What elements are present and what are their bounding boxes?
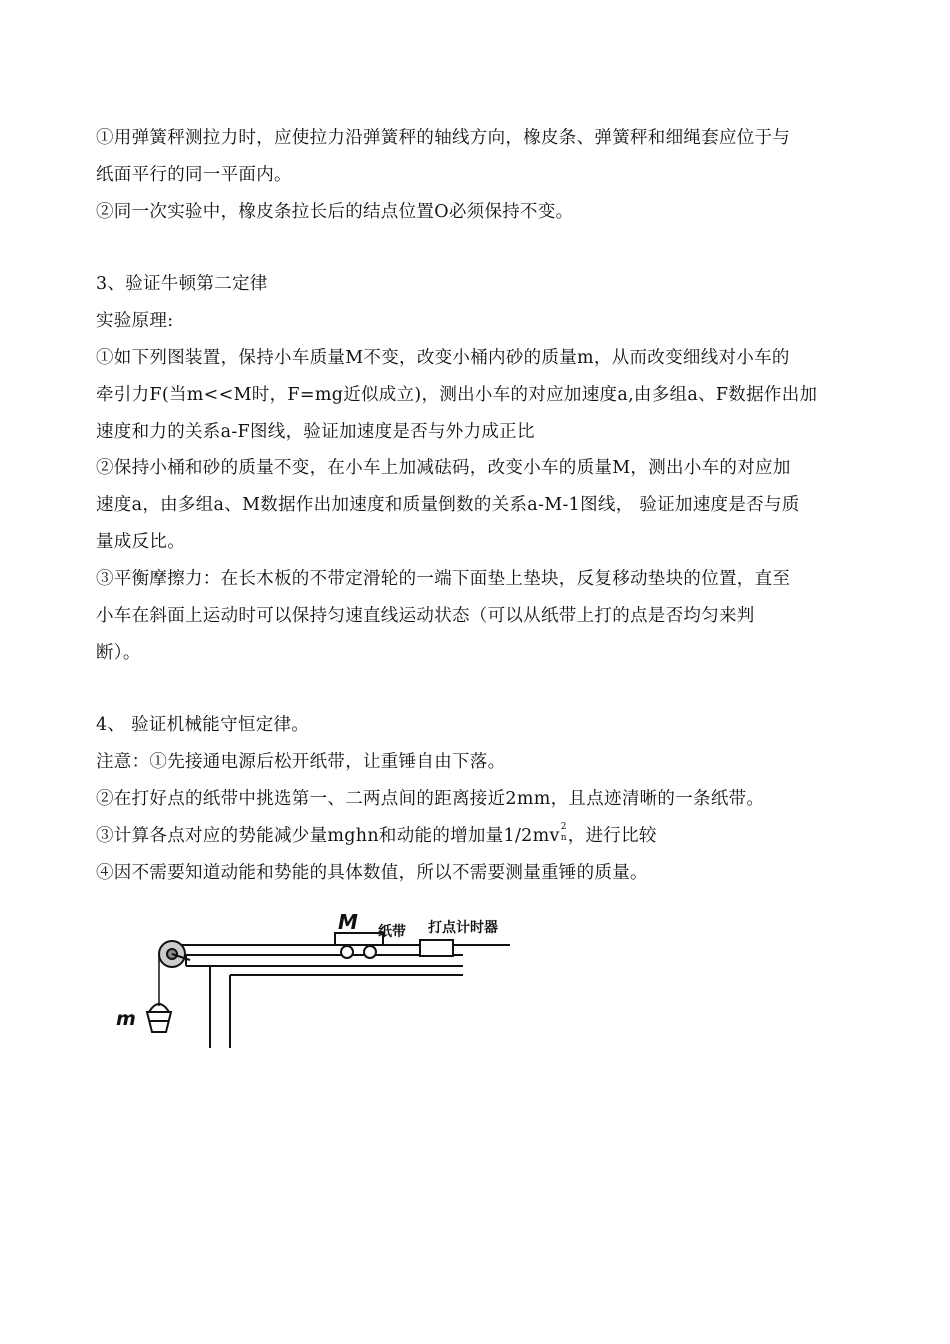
sec4-note3-tail: ，进行比较	[567, 826, 657, 846]
sec2-note1-line1: ①用弹簧秤测拉力时，应使拉力沿弹簧秤的轴线方向，橡皮条、弹簧秤和细绳套应位于与	[96, 128, 791, 148]
sec3-p3-line3: 断）。	[96, 643, 141, 663]
sec4-note3-subsup	[560, 822, 568, 843]
sec4-note3	[96, 824, 876, 848]
sec4-note3-main: ③计算各点对应的势能减少量mghn和动能的增加量1/2mv	[96, 826, 560, 846]
experiment-diagram	[108, 908, 528, 1058]
sec4-note2: ②在打好点的纸带中挑选第一、二两点间的距离接近2mm，且点迹清晰的一条纸带。	[96, 789, 765, 809]
sec3-p2-line2: 速度a，由多组a、M数据作出加速度和质量倒数的关系a-M-1图线， 验证加速度是否与质	[96, 495, 800, 515]
sec3-p3-line1: ③平衡摩擦力：在长木板的不带定滑轮的一端下面垫上垫块，反复移动垫块的位置，直至	[96, 569, 791, 589]
sec3-p1-line2: 牵引力F(当m<<M时，F=mg近似成立)，测出小车的对应加速度a,由多组a、F数据作出加	[96, 385, 818, 405]
sec4-note1: 注意：①先接通电源后松开纸带，让重锤自由下落。	[96, 752, 506, 772]
sec3-p1-line1: ①如下列图装置，保持小车质量M不变，改变小桶内砂的质量m，从而改变细线对小车的	[96, 348, 790, 368]
sec4-note4: ④因不需要知道动能和势能的具体数值，所以不需要测量重锤的质量。	[96, 863, 648, 883]
sec3-title: 3、验证牛顿第二定律	[96, 274, 268, 294]
sec3-principle-label: 实验原理:	[96, 311, 174, 331]
sec4-note3-sup: 2	[560, 822, 567, 832]
timer-icon	[420, 940, 453, 956]
timer-label: 打点计时器	[428, 920, 498, 936]
sec4-note3-sub: n	[560, 833, 567, 843]
bucket-icon	[147, 1004, 171, 1032]
cart-label: M	[338, 910, 358, 934]
tape-label: 纸带	[378, 924, 406, 940]
table-structure	[174, 945, 510, 1048]
sec3-p1-line3: 速度和力的关系a-F图线，验证加速度是否与外力成正比	[96, 422, 535, 442]
sec3-p3-line2: 小车在斜面上运动时可以保持匀速直线运动状态（可以从纸带上打的点是否均匀来判	[96, 606, 755, 626]
bucket-label: m	[116, 1008, 136, 1030]
sec2-note1-line2: 纸面平行的同一平面内。	[96, 165, 292, 185]
sec2-note2: ②同一次实验中，橡皮条拉长后的结点位置O必须保持不变。	[96, 202, 574, 222]
sec4-title: 4、 验证机械能守恒定律。	[96, 715, 310, 735]
sec3-p2-line1: ②保持小桶和砂的质量不变，在小车上加减砝码，改变小车的质量M，测出小车的对应加	[96, 458, 791, 478]
sec3-p2-line3: 量成反比。	[96, 532, 185, 552]
